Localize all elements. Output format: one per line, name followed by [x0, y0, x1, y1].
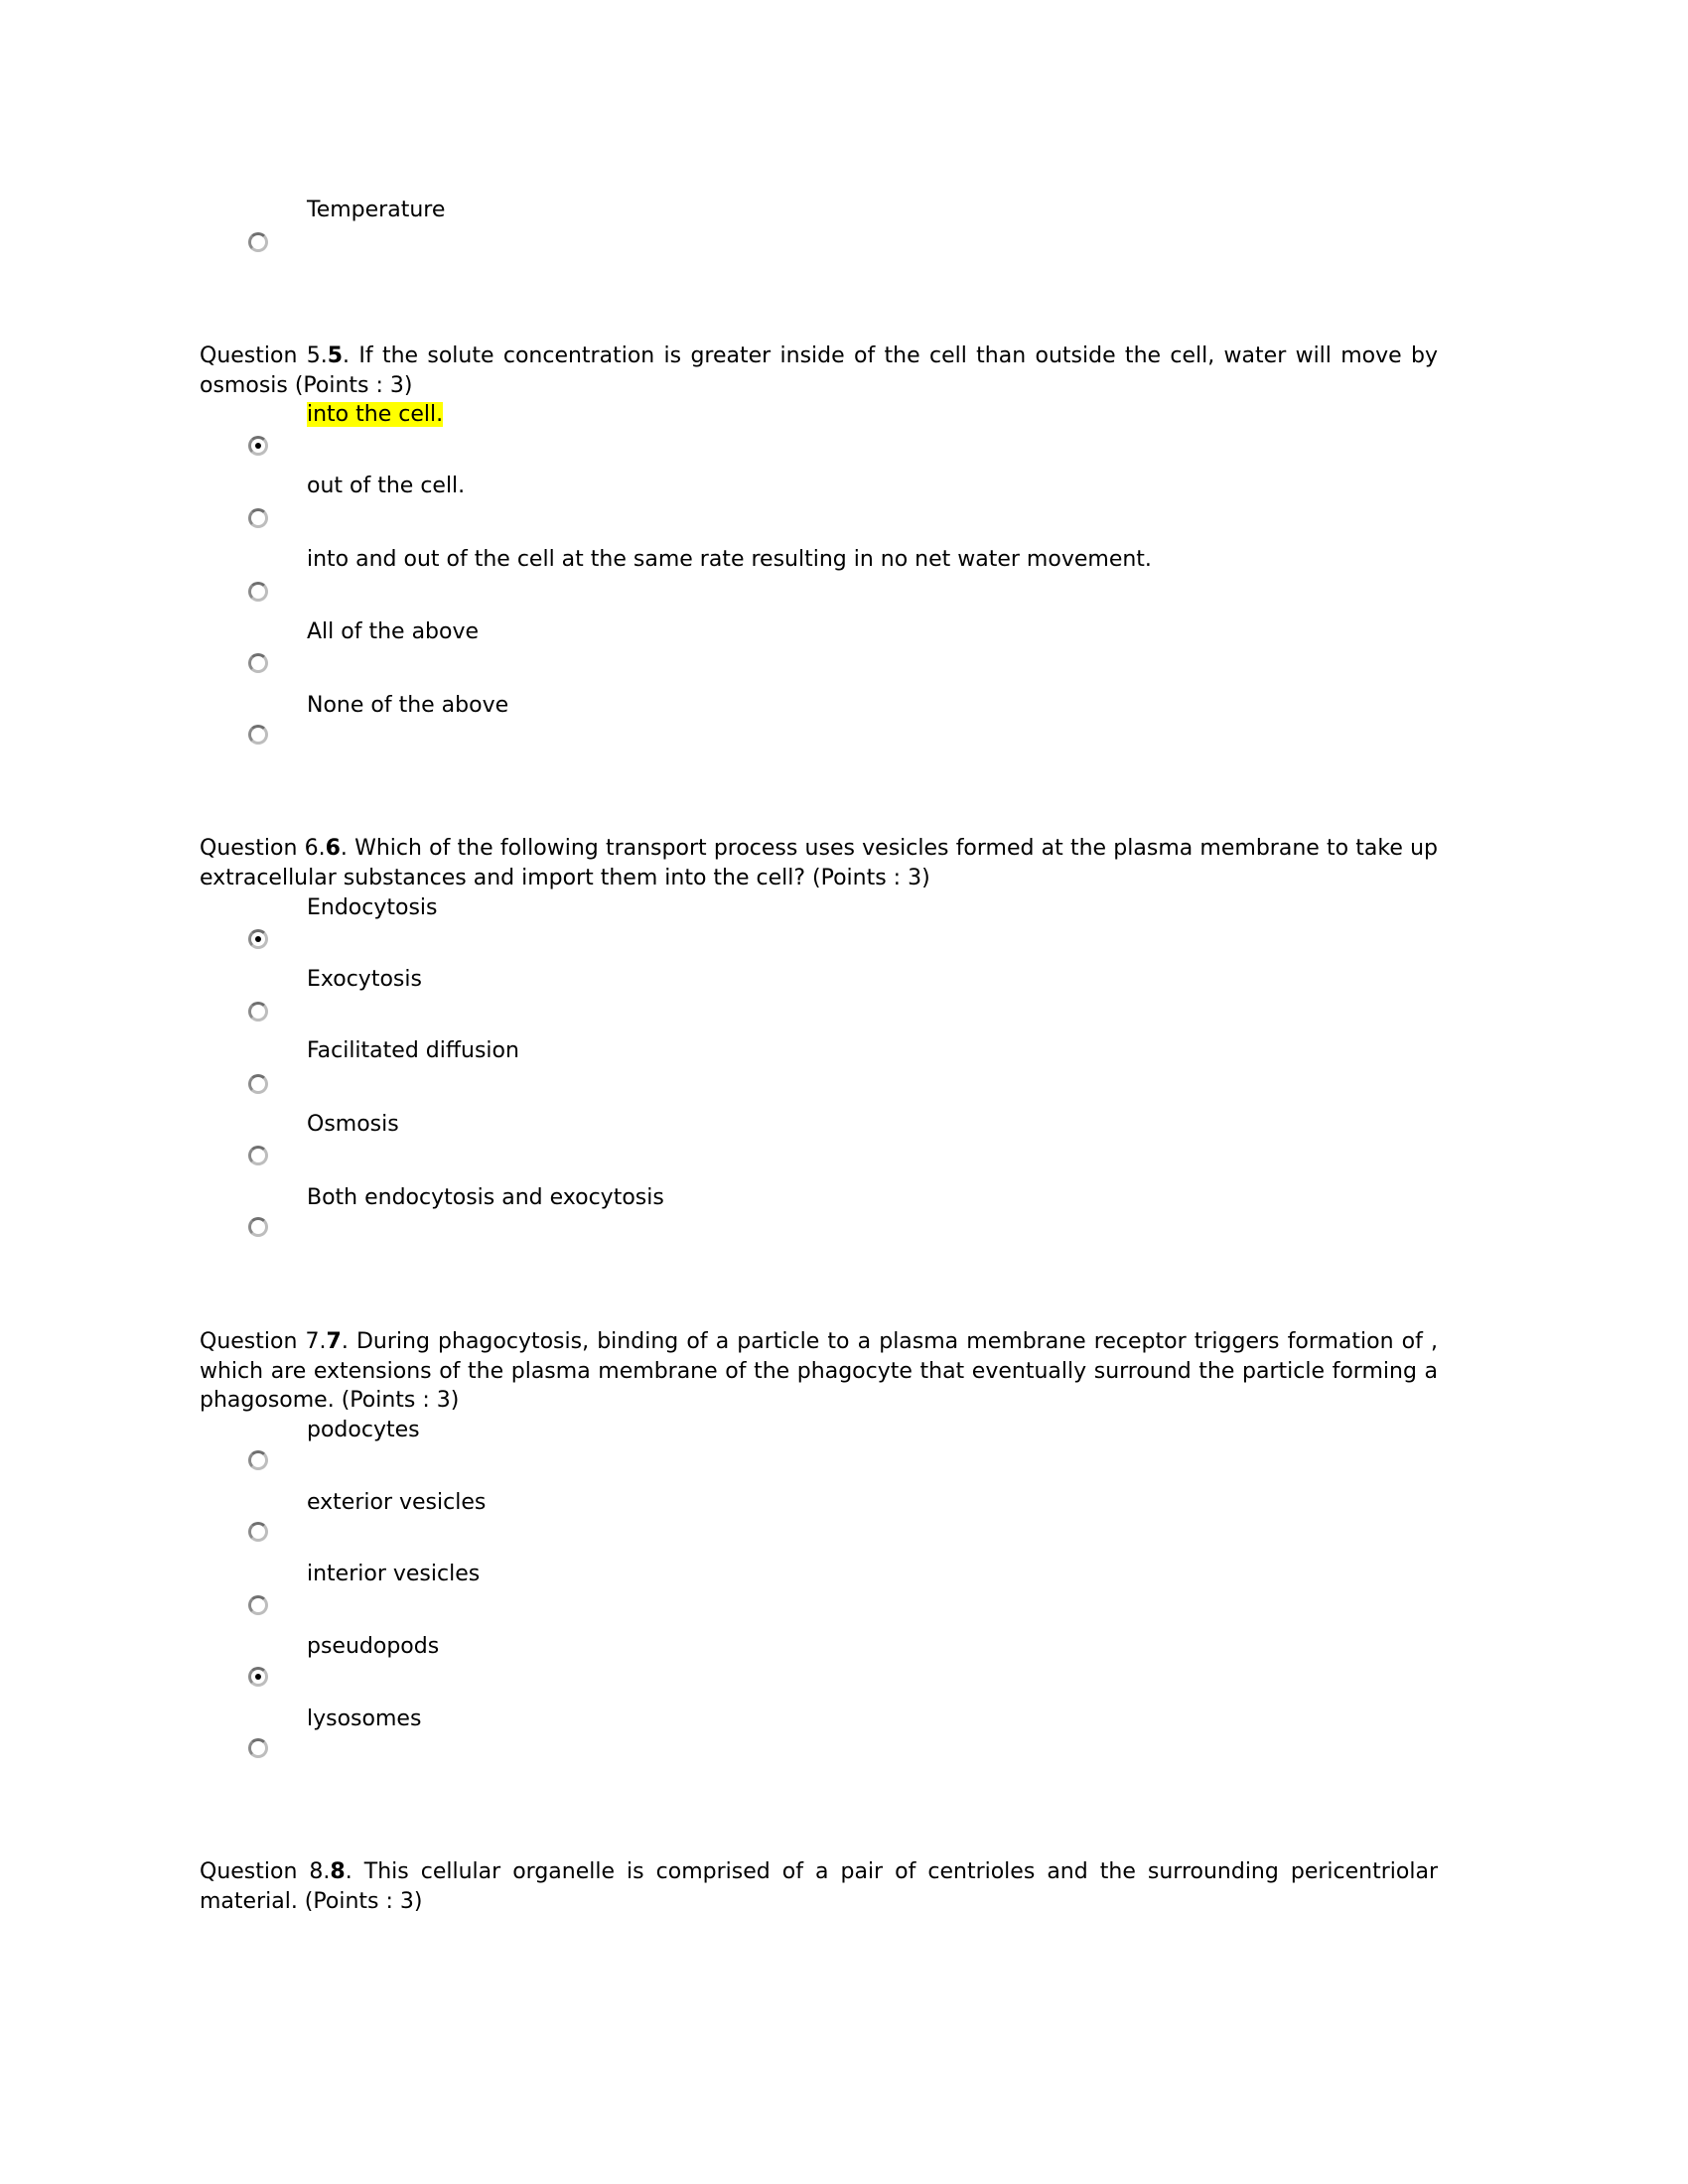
- answer-radio[interactable]: [248, 582, 268, 602]
- answer-radio[interactable]: [248, 1074, 268, 1094]
- answer-option-label: [307, 1488, 486, 1517]
- answer-text: into the cell.: [307, 402, 444, 427]
- answer-text: Temperature: [307, 198, 446, 222]
- answer-option-label: [307, 1183, 664, 1212]
- answer-radio[interactable]: [248, 232, 268, 252]
- question-number: 7: [326, 1329, 342, 1354]
- question-text: [200, 341, 1438, 400]
- answer-radio[interactable]: [248, 1738, 268, 1758]
- question-number: 5: [327, 343, 344, 368]
- answer-text: into and out of the cell at the same rate resulting in no net water movement.: [307, 547, 1152, 572]
- question-text: [200, 1327, 1438, 1416]
- question-body: . If the solute concentration is greater inside of the cell than outside the cell, water will move by osmosis (Points : 3): [200, 343, 1438, 398]
- question-prefix: Question 5.: [200, 343, 328, 368]
- question-body: . This cellular organelle is comprised of a pair of centrioles and the surrounding pericentriolar material. (Points : 3): [200, 1859, 1438, 1914]
- answer-text: out of the cell.: [307, 474, 466, 498]
- question-number: 6: [325, 836, 341, 861]
- answer-text: exterior vesicles: [307, 1490, 487, 1515]
- answer-radio[interactable]: [248, 1595, 268, 1615]
- answer-text: All of the above: [307, 619, 480, 644]
- answer-option-label: [307, 400, 443, 429]
- answer-radio[interactable]: [248, 1146, 268, 1165]
- answer-option-label: [307, 1036, 519, 1065]
- answer-text: lysosomes: [307, 1706, 422, 1731]
- answer-option-label: [307, 1560, 480, 1588]
- answer-radio[interactable]: [248, 929, 268, 949]
- answer-option-label: [307, 472, 465, 500]
- answer-text: Osmosis: [307, 1112, 399, 1137]
- answer-radio[interactable]: [248, 1667, 268, 1687]
- question-number: 8: [330, 1859, 346, 1884]
- answer-text: interior vesicles: [307, 1562, 481, 1586]
- answer-radio[interactable]: [248, 725, 268, 745]
- question-text: [200, 834, 1438, 892]
- answer-text: Exocytosis: [307, 967, 422, 992]
- answer-option-label: [307, 1632, 439, 1661]
- answer-option-label: [307, 545, 1152, 574]
- answer-text: Endocytosis: [307, 895, 438, 920]
- answer-option-label: [307, 617, 479, 646]
- answer-text: None of the above: [307, 693, 509, 718]
- question-text: [200, 1857, 1438, 1916]
- answer-option-label: [307, 893, 438, 922]
- answer-radio[interactable]: [248, 436, 268, 456]
- question-prefix: Question 8.: [200, 1859, 331, 1884]
- question-body: . During phagocytosis, binding of a particle to a plasma membrane receptor triggers formation of , which are extensions of the plasma membrane of the phagocyte that eventually surround the particle forming a phagosome. (Points : 3): [200, 1329, 1439, 1413]
- answer-option-label: [307, 1416, 420, 1444]
- answer-option-label: [307, 1110, 399, 1139]
- answer-text: Both endocytosis and exocytosis: [307, 1185, 664, 1210]
- question-prefix: Question 6.: [200, 836, 326, 861]
- answer-radio[interactable]: [248, 508, 268, 528]
- question-body: . Which of the following transport process uses vesicles formed at the plasma membrane to take up extracellular substances and import them into the cell? (Points : 3): [200, 836, 1438, 890]
- answer-radio[interactable]: [248, 1002, 268, 1022]
- answer-option-label: [307, 196, 445, 224]
- answer-text: podocytes: [307, 1418, 420, 1442]
- answer-radio[interactable]: [248, 1522, 268, 1542]
- answer-text: pseudopods: [307, 1634, 440, 1659]
- answer-option-label: [307, 691, 508, 720]
- answer-option-label: [307, 1705, 421, 1733]
- answer-text: Facilitated diffusion: [307, 1038, 519, 1063]
- answer-radio[interactable]: [248, 1217, 268, 1237]
- answer-radio[interactable]: [248, 653, 268, 673]
- answer-option-label: [307, 965, 422, 994]
- answer-radio[interactable]: [248, 1450, 268, 1470]
- question-prefix: Question 7.: [200, 1329, 327, 1354]
